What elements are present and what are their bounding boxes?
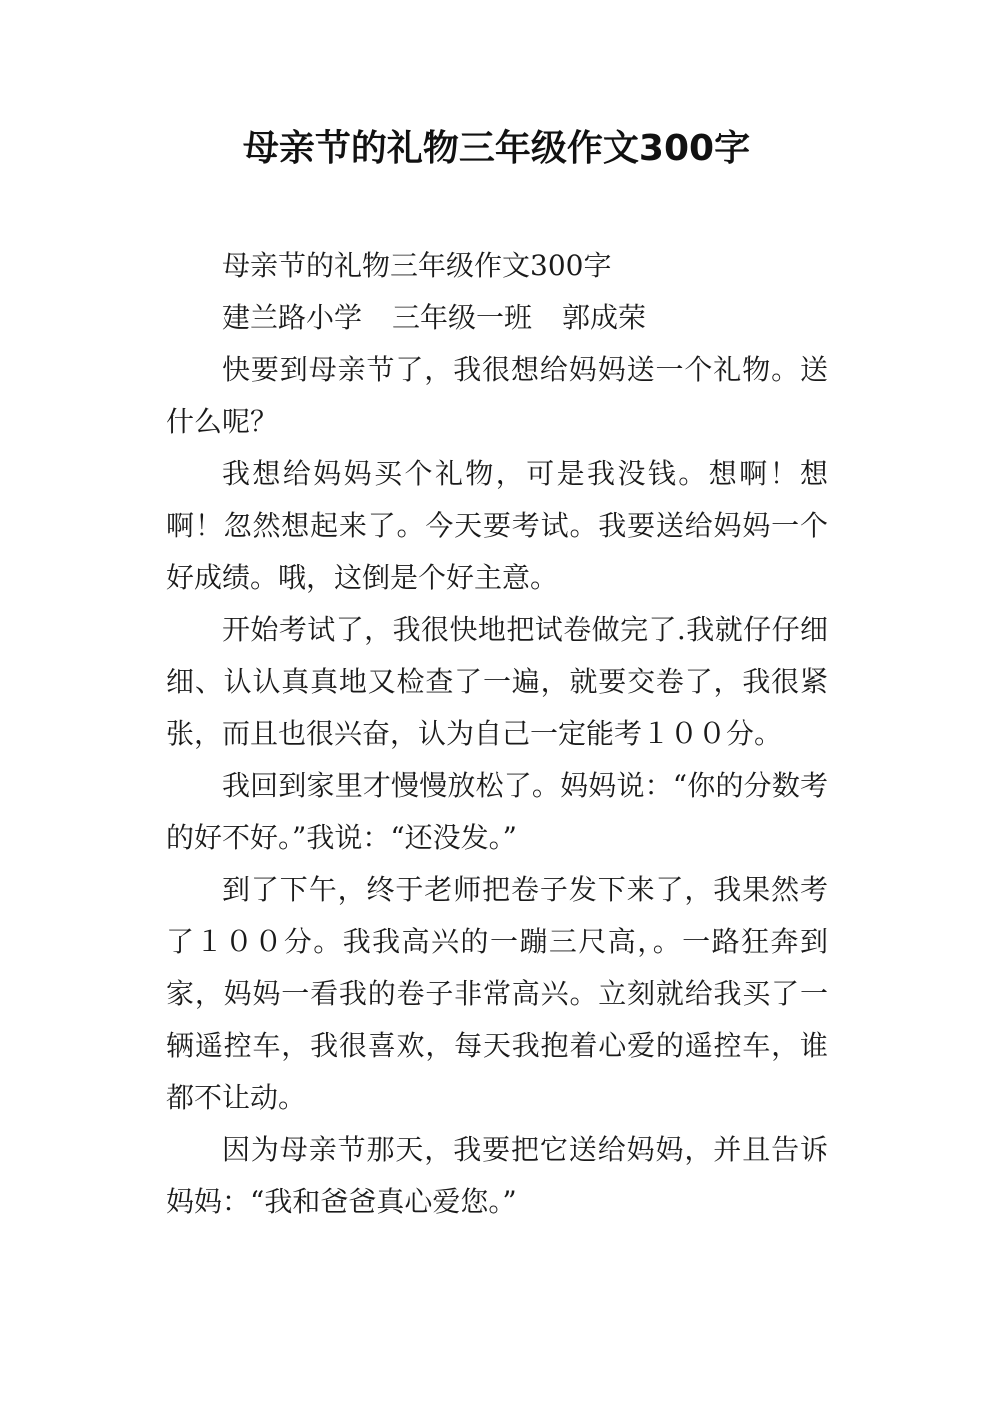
document-body: [166, 240, 828, 1228]
author-line: [166, 292, 828, 344]
paragraph: 快要到母亲节了，我很想给妈妈送一个礼物。送什么呢？: [166, 353, 828, 438]
paragraph: 我想给妈妈买个礼物，可是我没钱。想啊！想啊！忽然想起来了。今天要考试。我要送给妈妈一个好成绩。哦，这倒是个好主意。: [166, 457, 828, 594]
paragraph: 开始考试了，我很快地把试卷做完了.我就仔仔细细、认认真真地又检查了一遍，就要交卷了，我很紧张，而且也很兴奋，认为自己一定能考１００分。: [166, 613, 828, 750]
essay-subtitle: 母亲节的礼物三年级作文300字: [222, 249, 612, 282]
paragraph: 我回到家里才慢慢放松了。妈妈说：“你的分数考的好不好。”我说：“还没发。”: [166, 769, 828, 854]
paragraph: 因为母亲节那天，我要把它送给妈妈，并且告诉妈妈：“我和爸爸真心爱您。”: [166, 1133, 828, 1218]
author-name: 郭成荣: [562, 301, 647, 334]
class-name: 三年级一班: [392, 301, 533, 334]
paragraph: 到了下午，终于老师把卷子发下来了，我果然考了１００分。我我高兴的一蹦三尺高，。一路狂奔到家，妈妈一看我的卷子非常高兴。立刻就给我买了一辆遥控车，我很喜欢，每天我抱着心爱的遥控车，谁都不让动。: [166, 873, 828, 1114]
document-title: 母亲节的礼物三年级作文300字: [242, 128, 751, 169]
school-name: 建兰路小学: [222, 301, 363, 334]
